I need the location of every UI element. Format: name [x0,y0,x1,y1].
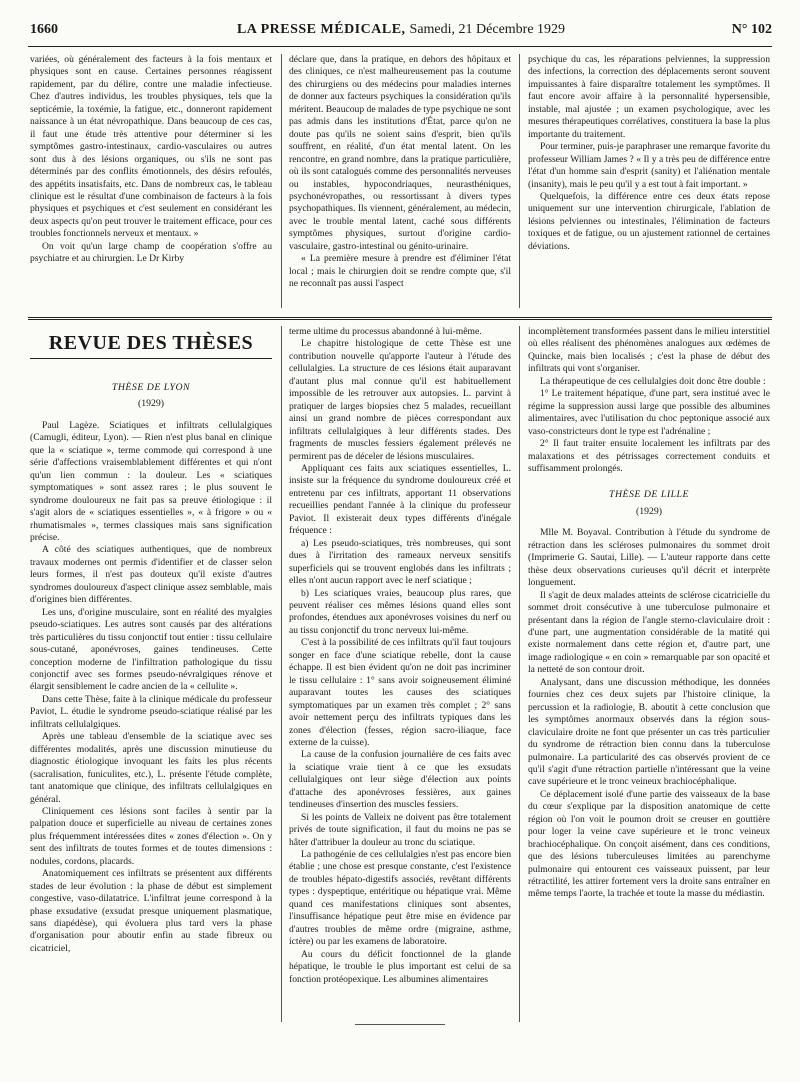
paragraph: Analysant, dans une discussion méthodique, les données fournies chez ces deux sujets par l'histoire clinique, la percussion et la radiologie, B. aboutit à cette conclusion que les symptômes anormaux observés dans la région sous-claviculaire droite ne font que présenter un cas très particulier du syndrome de rétraction bien connu dans la tuberculose pulmonaire. La particularité des cas observés provient de ce qu'il s'agit d'une rétraction partielle n'intéressant que la veine cave supérieure et le tronc veineux brachiocéphalique. [528,676,770,788]
paragraph: Il s'agit de deux malades atteints de sclérose cicatricielle du sommet droit consécutive à une tuberculose pulmonaire et présentant dans la région de l'angle sterno-claviculaire droit : d'une part, une augmentation considérable de la matité qui existe normalement dans cette région et, d'autre part, une image radiologique « en coin » remarquable par son opacité et la netteté de son contour droit. [528,589,770,676]
paragraph: A côté des sciatiques authentiques, que de nombreux travaux modernes ont permis d'identifier et de classer selon leurs formes, il n'est pas douteux qu'il existe d'autres syndromes douloureux d'aspect clinique assez semblable, mais d'origines bien différentes. [30,544,272,606]
article-top-col-3 [528,54,770,253]
paragraph: Si les points de Valleix ne doivent pas être totalement privés de toute signification, il faut du moins ne pas se hâter d'attribuer la douleur au tronc du sciatique. [289,811,511,848]
paragraph: terme ultime du processus abandonné à lui-même. [289,326,482,337]
page-number: 1660 [30,22,58,37]
paragraph: Appliquant ces faits aux sciatiques essentielles, L. insiste sur la fréquence du syndrome douloureux créé et entretenu par ces infiltrats, apportant 11 observations recueillies pendant l'année à la clinique du professeur Paviot. Il existerait deux types différents d'inégale fréquence : [289,462,511,537]
these-lyon-col-1 [30,382,272,955]
paragraph: 1° Le traitement hépatique, d'une part, sera institué avec le régime la suppression aussi large que possible des albumines alimentaires, avec l'utilisation du choc peptonique associé aux vaso-constricteurs dont le type est l'adrénaline ; [528,388,770,437]
paragraph: variées, où généralement des facteurs à la fois mentaux et physiques sont en cause. Certaines personnes réagissent rapidement, par du délire, contre une maladie infectieuse. Chez d'autres individus, les troubles physiques, tels que la septicémie, la toxémie, la fatigue, etc., donneront rapidement naissance à un état névropathique. Dans beaucoup de ces cas, il faut une étude très attentive pour déterminer si les symptômes gastro-intestinaux, cardio-vasculaires ou autres sont dus à des lésions organiques, ou s'ils ne sont pas déterminés par des conflits émotionnels, des désirs refoulés, des appétits insatisfaits, etc. Dans de nombreux cas, le tableau clinique est le résultat d'une combinaison de facteurs à la fois physiques et psychiques et c'est seulement en considérant les deux aspects qu'on peut trouver le traitement efficace, pour ces troubles fonctionnels nerveux et mentaux. » [30,54,272,240]
paragraph: 2° Il faut traiter ensuite localement les infiltrats par des malaxations et des pétrissages correctement conduits et suffisamment prolongés. [528,438,770,474]
paragraph: psychique du cas, les réparations pelviennes, la suppression des infections, la correction des déplacements seront souvent impuissantes à faire disparaître totalement les symptômes. Il faut encore avoir affaire à la personnalité hypersensible, instable, mal ajustée ; un examen psychologique, avec les mesures thérapeutiques corrélatives, constituera la base la plus importante du traitement. [528,54,770,140]
these-lille-heading: THÈSE DE LILLE [609,489,689,501]
paragraph: Cliniquement ces lésions sont faciles à sentir par la palpation douce et superficielle au niveau de certaines zones plus fréquemment intéressées dites « zones d'élection ». On y sent des infiltrats de toutes formes et de toutes dimensions : nodules, cordons, placards. [30,805,272,867]
article-top-col-1 [30,54,272,266]
paragraph: C'est à la possibilité de ces infiltrats qu'il faut toujours songer en face d'une sciatique rebelle, dont la cause échappe. Il est bien évident qu'on ne doit pas incriminer le tissu cellulaire : 1° sans avoir soigneusement éliminé auparavant toutes les causes des sciatiques symptomatiques par un examen très complet ; 2° sans avoir nettement perçu des infiltrats typiques dans les zones d'élection (fesses, région sacro-iliaque, face externe de la cuisse). [289,637,511,748]
paragraph: Après une tableau d'ensemble de la sciatique avec ses différentes modalités, après une discussion minutieuse du diagnostic étiologique invoquant les faits les plus récents (sacralisation, funiculites, etc.), L. présente l'étude complète, tant anatomique que clinique, des infiltrats cellulalgiques en général. [30,731,272,805]
paragraph: incomplètement transformées passent dans le milieu interstitiel où elles réalisent des phénomènes analogues aux œdèmes de Quincke, mais bien localisés ; c'est la phase de début des infiltrats qui vont s'organiser. [528,326,770,375]
end-rule [355,1024,445,1025]
header-rule [28,46,772,47]
paragraph: Mlle M. Boyaval. Contribution à l'étude du syndrome de rétraction dans les scléroses pulmonaires du sommet droit (Imprimerie G. Sautai, Lille). — L'auteur rapporte dans cette thèse deux observations curieuses qu'il décrit et interprète longuement. [528,527,770,589]
paragraph: Le chapitre histologique de cette Thèse est une contribution nouvelle qu'apporte l'auteur à l'étude des cellulalgies. La structure de ces lésions était auparavant d'autant plus mal connue qu'il est habituellement impossible de les retrouver aux autopsies. L. parvint à pratiquer de larges biopsies chez 5 malades, recueillant ainsi un grand nombre de pièces correspondant aux infiltrats cellulalgiques à leur différents stades. Des fragments de muscles fessiers également prélevés ne permirent pas de déceler de lésions musculaires. [289,338,511,462]
issue-date: Samedi, 21 Décembre 1929 [409,22,566,37]
these-lyon-col-2 [289,326,511,986]
paragraph: b) Les sciatiques vraies, beaucoup plus rares, que peuvent réaliser ces mêmes lésions quand elles sont profondes, étendues aux aponévroses voisines du nerf ou au tissu conjonctif du tronc nerveux lui-même. [289,587,511,636]
paragraph: déclare que, dans la pratique, en dehors des hôpitaux et des cliniques, ce n'est malheureusement pas la coutume des chirurgiens ou des médecins pour maladies internes de donner aux facteurs psychiques la considération qu'ils méritent. Beaucoup de malades de type psychique ne sont pas admis dans les institutions d'État, parce qu'on ne doute pas qu'ils ne soient sains d'esprit, bien qu'ils souffrent, en réalité, d'un état mental latent. On les rencontre, en grand nombre, dans la pratique particulière, où ils sont catalogués comme des personnalités nerveuses ou instables, hypocondriaques, neurasthéniques, psychonévropathes, ou ressortissant à divers types psychopathiques. Ils viennent, généralement, au médecin, avec le trouble mental latent, caché sous différents symptômes physiques, surtout d'origine cardio-vasculaire, gastro-intestinal ou génito-urinaire. [289,54,511,252]
paragraph: a) Les pseudo-sciatiques, très nombreuses, qui sont dues à l'irritation des rameaux nerveux sensitifs superficiels qui se trouvent englobés dans les infiltrats ; elles n'ont aucun rapport avec le nerf sciatique ; [289,537,511,587]
paragraph: Ce déplacement isolé d'une partie des vaisseaux de la base du cœur s'explique par la disposition anatomique de cette région où l'on voit le poumon droit se creuser en gouttière pour loger la veine cave supérieure et le tronc veineux brachiocéphalique. On conçoit aisément, dans ces conditions, que des lésions tuberculeuses limitées au parenchyme pulmonaire qui entourent ces vaisseaux puissent, par leur rétractilité, les attirer fortement vers la droite sans entraîner en même temps l'aorte, la trachée et toute la masse du médiastin. [528,788,770,900]
journal-line [30,22,772,38]
these-lyon-year: (1929) [137,398,165,410]
these-lyon-heading: THÈSE DE LYON [111,382,191,393]
paragraph: « La première mesure à prendre est d'éliminer l'état local ; mais le chirurgien doit se rendre compte que, s'il ne reconnaît pas aussi l'aspect [289,253,511,290]
section-title: REVUE DES THÈSES [30,332,272,359]
paragraph: Quelquefois, la différence entre ces deux états repose uniquement sur une intervention chirurgicale, l'ablation de lésions pelviennes ou intestinales, l'élimination de facteurs toxiques et de fatigue, ou un ajustement rationnel de certaines déviations. [528,190,770,252]
paragraph: Pour terminer, puis-je paraphraser une remarque favorite du professeur William James ? « Il y a très peu de différence entre l'état d'un homme sain d'esprit (sanity) et l'aliénation mentale (insanity), mais le peu qu'il y a est tout à fait important. » [528,141,770,190]
paragraph: Anatomiquement ces infiltrats se présentent aux différents stades de leur évolution : la phase de début est simplement congestive, vaso-dilatatrice. L'infiltrat jeune correspond à la phase exsudative (exsudat presque uniquement plasmatique, sans diapédèse), qui évoluera plus tard vers la phase d'organisation pour aboutir enfin au stade fibreux ou cicatriciel, [30,868,272,954]
article-top-col-2 [289,54,511,291]
paragraph: Paul Lagèze. Sciatiques et infiltrats cellulalgiques (Camugli, éditeur, Lyon). — Rien n'est plus banal en clinique que la « sciatique », terme commode qui correspond à une série d'affections vraisemblablement différentes et qui n'ont qu'un lien commun : la douleur. Les « sciatiques symptomatiques » sont assez rares ; le plus souvent le syndrome douloureux ne fait pas sa preuve étiologique : il s'agit alors de « sciatiques essentielles », « à frigore » ou « rhumatismales », termes classiques mais sans signification précise. [30,419,272,543]
column-divider [519,54,520,308]
column-divider [281,326,282,1022]
paragraph: La cause de la confusion journalière de ces faits avec la sciatique vraie tient à ce que les exsudats cellulalgiques ont leur siège d'élection aux points d'attache des aponévroses fessières, aux gaines tendineuses d'insertion des muscles fessiers. [289,749,511,811]
paragraph: La thérapeutique de ces cellulalgies doit donc être double : [540,375,766,387]
column-divider [519,326,520,1022]
paragraph: Au cours du déficit fonctionnel de la glande hépatique, le trouble le plus important est celui de sa fonction protéopexique. Les albumines alimentaires [289,948,511,985]
paragraph: On voit qu'un large champ de coopération s'offre au psychiatre et au chirurgien. Le Dr Kirby [30,240,272,265]
these-lille-year: (1929) [635,505,663,517]
column-divider [281,54,282,308]
issue-number: N° 102 [731,22,772,37]
section-rule [28,317,772,320]
page-header [30,22,772,42]
paragraph: La pathogénie de ces cellulalgies n'est pas encore bien établie ; une chose est presque constante, c'est l'existence de troubles hépato-digestifs associés, revêtant différents types : dyspeptique, entéritique ou hépatique vrai. Même quand ces manifestations cliniques sont absentes, l'insuffisance hépatique peut être mise en évidence par d'autres troubles de même ordre (migraine, asthme, ictère) ou par les examens de laboratoire. [289,849,511,948]
paragraph: Les uns, d'origine musculaire, sont en réalité des myalgies pseudo-sciatiques. Les autres sont causés par des altérations très particulières du tissu conjonctif tout entier : tissu cellulaire sous-cutané, aponévroses, gaines tendineuses. Cette conception moderne de l'infiltration pathologique du tissu conjonctif avec ses formes pseudo-névralgiques rénove et élargit sensiblement le cadre ancien de la « cellulite ». [30,606,272,693]
these-col-3 [528,326,770,901]
journal-title: LA PRESSE MÉDICALE, [236,22,406,37]
paragraph: Dans cette Thèse, faite à la clinique médicale du professeur Paviot, L. étudie le syndrome pseudo-sciatique réalisé par les infiltrats cellulalgiques. [30,693,272,730]
